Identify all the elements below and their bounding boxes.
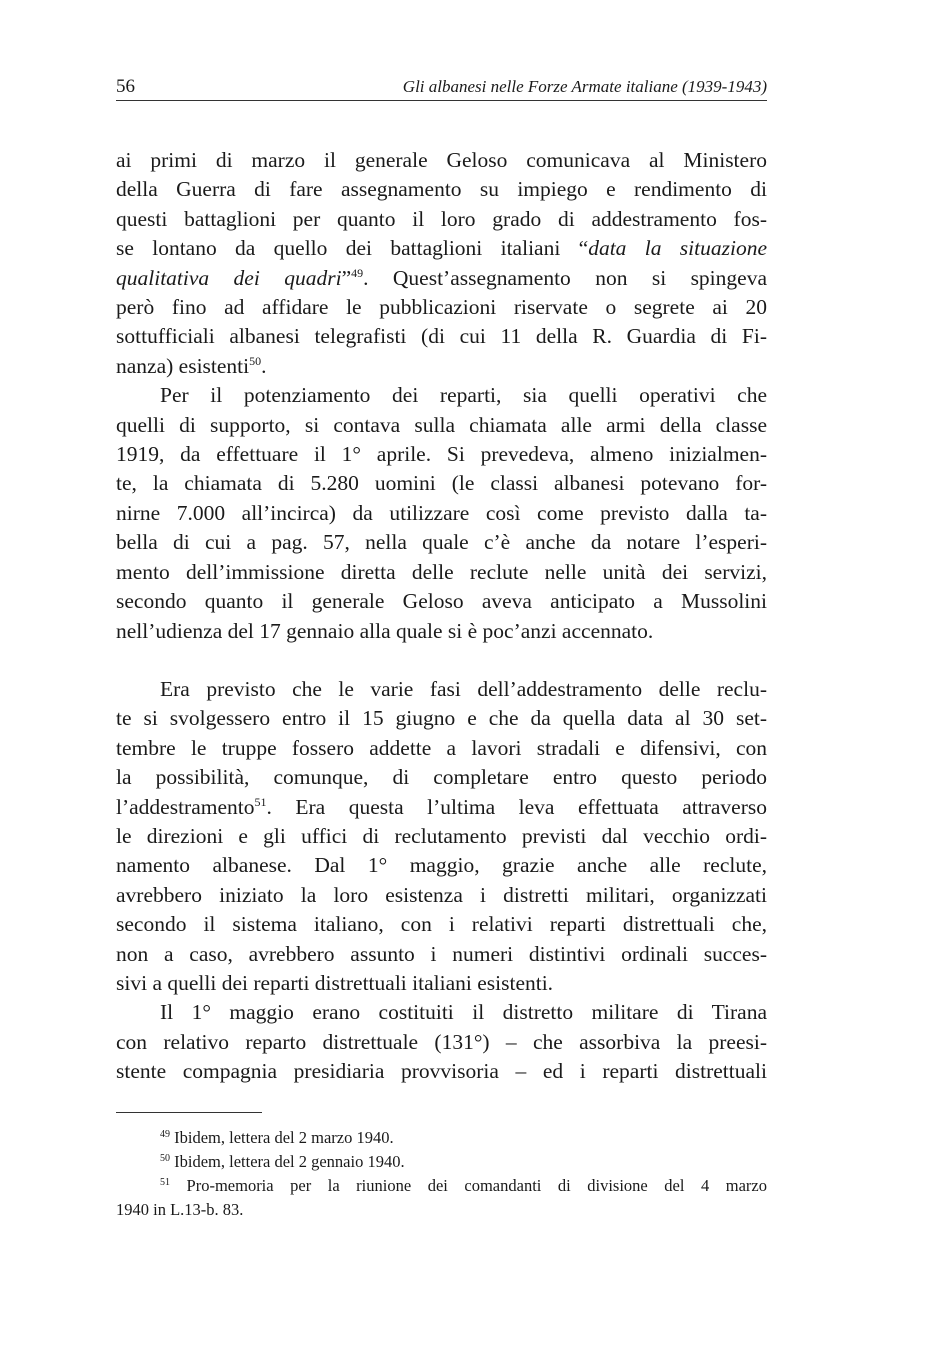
text-line <box>116 234 767 263</box>
text-line: non a caso, avrebbero assunto i numeri distintivi ordinali succes- <box>116 941 767 966</box>
footnote-separator <box>116 1112 262 1113</box>
footnotes <box>116 1126 767 1222</box>
text-line: nell’udienza del 17 gennaio alla quale si è poc’anzi accennato. <box>116 618 654 643</box>
footnote-text: Ibidem, lettera del 2 gennaio 1940. <box>170 1152 405 1171</box>
text-run: se lontano da quello dei battaglioni italiani “ <box>116 236 589 261</box>
quotation-italic: qualitativa dei quadri <box>116 265 342 290</box>
body-text <box>116 146 767 1087</box>
text-line: questi battaglioni per quanto il loro grado di addestramento fos- <box>116 206 767 231</box>
text-line: stente compagnia presidiaria provvisoria – ed i reparti distrettuali <box>116 1059 767 1084</box>
text-line: avrebbero iniziato la loro esistenza i distretti militari, organizzati <box>116 882 767 907</box>
footnote-number: 49 <box>160 1129 170 1140</box>
footnote-text: Ibidem, lettera del 2 marzo 1940. <box>170 1128 394 1147</box>
text-line: Era previsto che le varie fasi dell’addestramento delle reclu- <box>160 676 767 701</box>
footnote-number: 50 <box>160 1153 170 1164</box>
footnote-ref[interactable]: 49 <box>351 265 364 280</box>
footnote-49 <box>116 1126 767 1150</box>
text-line <box>116 264 767 293</box>
text-line: sottufficiali albanesi telegrafisti (di cui 11 della R. Guardia di Fi- <box>116 324 767 349</box>
paragraph-1 <box>116 146 767 381</box>
text-line: namento albanese. Dal 1° maggio, grazie anche alle reclute, <box>116 853 767 878</box>
text-run: ” <box>341 265 352 290</box>
text-line: Il 1° maggio erano costituiti il distretto militare di Tirana <box>160 1000 767 1025</box>
text-run: nanza) esistenti <box>116 353 250 378</box>
footnote-51-continuation: 1940 in L.13-b. 83. <box>116 1200 244 1219</box>
footnote-51 <box>116 1174 767 1198</box>
text-run: . Quest’assegnamento non si spingeva <box>363 265 767 290</box>
paragraph-4 <box>116 998 767 1086</box>
text-line: le direzioni e gli uffici di reclutamento previsti dal vecchio ordi- <box>116 823 767 848</box>
text-line <box>116 793 767 822</box>
text-line <box>116 352 767 381</box>
text-line: la possibilità, comunque, di completare entro questo periodo <box>116 765 767 790</box>
text-line: però fino ad affidare le pubblicazioni riservate o segrete ai 20 <box>116 295 767 320</box>
footnote-text: Pro-memoria per la riunione dei comandanti di divisione del 4 marzo <box>170 1176 767 1195</box>
text-line: te si svolgessero entro il 15 giugno e che da quella data al 30 set- <box>116 706 767 731</box>
text-line: della Guerra di fare assegnamento su impiego e rendimento di <box>116 177 767 202</box>
text-run: . <box>261 353 267 378</box>
text-line: con relativo reparto distrettuale (131°) – che assorbiva la preesi- <box>116 1029 767 1054</box>
text-line: bella di cui a pag. 57, nella quale c’è anche da notare l’esperi- <box>116 530 767 555</box>
quotation-italic: data la situazione <box>588 236 767 261</box>
text-line: ai primi di marzo il generale Geloso comunicava al Ministero <box>116 148 767 172</box>
text-line: quelli di supporto, si contava sulla chiamata alle armi della classe <box>116 412 767 437</box>
text-line: secondo quanto il generale Geloso aveva anticipato a Mussolini <box>116 589 767 614</box>
footnote-ref[interactable]: 50 <box>249 353 262 368</box>
footnote-50 <box>116 1150 767 1174</box>
footnote-number: 51 <box>160 1177 170 1188</box>
text-line: te, la chiamata di 5.280 uomini (le classi albanesi potevano for- <box>116 471 767 496</box>
text-line: mento dell’immissione diretta delle reclute nelle unità dei servizi, <box>116 559 767 584</box>
text-line: 1919, da effettuare il 1° aprile. Si prevedeva, almeno inizialmen- <box>116 442 767 467</box>
footnote-ref[interactable]: 51 <box>254 794 267 809</box>
paragraph-2 <box>116 381 767 646</box>
text-line: Per il potenziamento dei reparti, sia quelli operativi che <box>160 383 767 408</box>
text-line: nirne 7.000 all’incirca) da utilizzare così come previsto dalla ta- <box>116 500 767 525</box>
running-title: Gli albanesi nelle Forze Armate italiane (1939-1943) <box>402 77 767 96</box>
running-header <box>116 74 767 101</box>
text-line: secondo il sistema italiano, con i relativi reparti distrettuali che, <box>116 912 767 937</box>
text-line: tembre le truppe fossero addette a lavori stradali e difensivi, con <box>116 735 767 760</box>
text-line: sivi a quelli dei reparti distrettuali italiani esistenti. <box>116 970 554 995</box>
text-run: l’addestramento <box>116 794 255 819</box>
text-run: . Era questa l’ultima leva effettuata attraverso <box>266 794 767 819</box>
paragraph-3 <box>116 675 767 998</box>
page-number: 56 <box>116 76 135 97</box>
